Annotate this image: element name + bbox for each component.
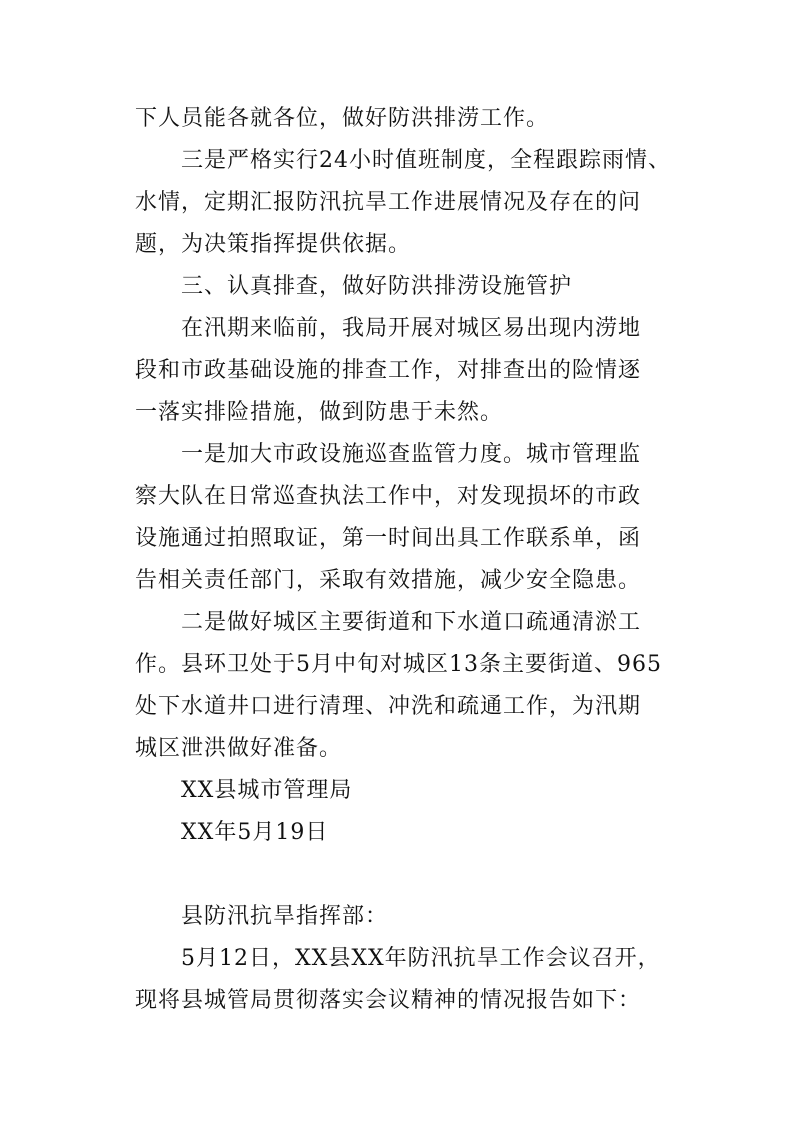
text-line: 告相关责任部门，采取有效措施，减少安全隐患。 <box>135 568 642 593</box>
text-line: 三是严格实行24小时值班制度，全程跟踪雨情、 <box>181 148 671 173</box>
text-line: 现将县城管局贯彻落实会议精神的情况报告如下： <box>135 988 642 1013</box>
salutation: 县防汛抗旱指挥部： <box>181 904 389 929</box>
signature-date: XX年5月19日 <box>181 820 329 845</box>
text-line: 下人员能各就各位，做好防洪排涝工作。 <box>135 106 550 131</box>
text-line: 题，为决策指挥提供依据。 <box>135 232 412 257</box>
section-heading: 三、认真排查，做好防洪排涝设施管护 <box>181 274 573 299</box>
text-line: 处下水道井口进行清理、冲洗和疏通工作，为汛期 <box>135 694 642 719</box>
text-line: 段和市政基础设施的排查工作，对排查出的险情逐 <box>135 358 642 383</box>
text-line: 在汛期来临前，我局开展对城区易出现内涝地 <box>181 316 642 341</box>
text-line: 作。县环卫处于5月中旬对城区13条主要街道、965 <box>135 652 662 677</box>
text-line: 一落实排险措施，做到防患于未然。 <box>135 400 504 425</box>
text-line: 一是加大市政设施巡查监管力度。城市管理监 <box>181 442 642 467</box>
text-line: 水情，定期汇报防汛抗旱工作进展情况及存在的问 <box>135 190 642 215</box>
text-line: 察大队在日常巡查执法工作中，对发现损坏的市政 <box>135 484 642 509</box>
text-line: 城区泄洪做好准备。 <box>135 736 343 761</box>
text-line: 设施通过拍照取证，第一时间出具工作联系单，函 <box>135 526 642 551</box>
text-line: 二是做好城区主要街道和下水道口疏通清淤工 <box>181 610 642 635</box>
signature-org: XX县城市管理局 <box>181 778 353 803</box>
text-line: 5月12日，XX县XX年防汛抗旱工作会议召开， <box>181 946 661 971</box>
